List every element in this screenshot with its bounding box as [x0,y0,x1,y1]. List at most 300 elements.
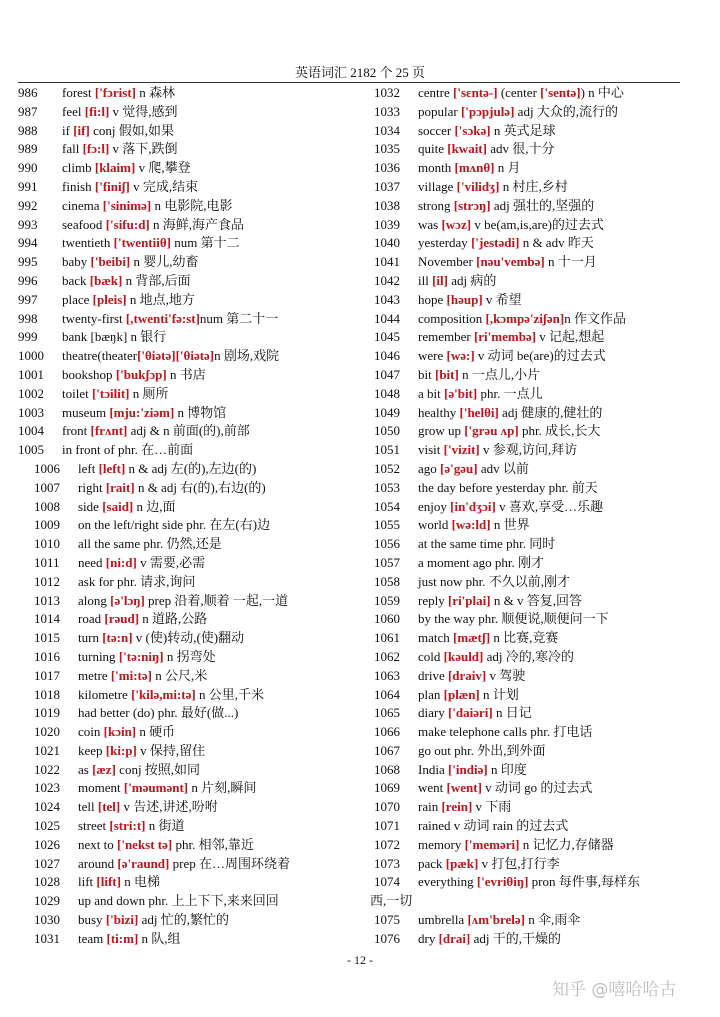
entry-word: side [78,498,103,514]
vocab-entry [374,197,690,216]
entry-word: bookshop [62,366,116,382]
vocab-entry [374,911,690,930]
vocab-entry [374,930,690,949]
vocab-entry [18,347,370,366]
entry-number: 988 [18,122,38,138]
entry-phonetic: [said] [102,498,134,514]
vocab-entry [18,422,370,441]
entry-word: rained v 动词 rain 的过去式 [418,818,569,834]
entry-number: 1001 [18,366,44,382]
entry-meaning: n 海鲜,海产食品 [149,216,245,232]
entry-number: 998 [18,310,38,326]
vocab-entry [374,216,690,235]
entry-number: 1012 [34,573,60,589]
entry-word: went [418,780,447,796]
entry-number: 1074 [374,874,400,890]
entry-number: 1037 [374,178,400,194]
entry-word: at the same time phr. 同时 [418,536,556,552]
entry-phonetic: [ri'membə] [473,329,537,345]
entry-number: 1035 [374,141,400,157]
vocab-entry [18,253,370,272]
entry-meaning: n 伞,雨伞 [525,912,581,928]
entry-word: popular [418,103,461,119]
entry-number: 1072 [374,836,400,852]
entry-number: 1071 [374,818,400,834]
vocab-entry [18,535,370,554]
vocab-entry [374,742,690,761]
entry-meaning: n & adv 昨天 [519,235,594,251]
entry-meaning: prep 沿着,顺着 一起,一道 [144,592,289,608]
vocab-entry [374,422,690,441]
vocab-entry [374,798,690,817]
entry-meaning: v (使)转动,(使)翻动 [132,630,245,646]
vocab-entry [374,516,690,535]
entry-phonetic: [,twenti'fə:st] [125,310,200,326]
entry-phonetic: [həup] [446,291,483,307]
entry-word: lift [78,874,97,890]
vocab-entry [374,460,690,479]
vocab-entry [374,535,690,554]
vocab-entry [18,140,370,159]
entry-word: village [418,178,457,194]
vocab-entry [374,272,690,291]
vocab-entry [18,686,370,705]
entry-phonetic: [tel] [97,799,121,815]
vocab-entry [374,159,690,178]
entry-phonetic: [strɔŋ] [453,197,491,213]
entry-phonetic: [fi:l] [84,103,110,119]
entry-phonetic: ['sɛntə-] [453,85,498,100]
entry-number: 997 [18,291,38,307]
left-column [18,84,370,949]
entry-number: 993 [18,216,38,232]
entry-word: ill [418,272,433,288]
entry-number: 1076 [374,930,400,946]
vocab-entry [18,103,370,122]
entry-word: grow up [418,423,465,439]
vocab-entry [18,573,370,592]
entry-number: 1058 [374,573,400,589]
vocab-entry [374,686,690,705]
entry-number: 1070 [374,799,400,815]
page-number: - 12 - [347,953,373,967]
entry-word: bit [418,366,435,382]
vocab-entry [374,234,690,253]
vocab-entry [18,648,370,667]
entry-meaning: v 驾驶 [486,667,526,683]
entry-meaning: adj 冷的,寒冷的 [483,648,575,664]
entry-phonetic: [ti:m] [106,930,139,946]
entry-phonetic: [kəuld] [443,648,484,664]
entry-phonetic: [lift] [96,874,121,890]
entry-phonetic: ['fɔrist] [94,85,136,100]
vocab-entry [374,291,690,310]
entry-meaning: n 一点儿,小片 [458,366,541,382]
entry-number: 1008 [34,498,60,514]
entry-number: 1050 [374,423,400,439]
entry-word: had better (do) phr. 最好(做...) [78,705,239,721]
vocab-entry [374,441,690,460]
entry-meaning: v 落下,跌倒 [109,141,178,157]
vocab-entry [374,404,690,423]
entry-word: place [62,291,93,307]
entry-word: toilet [62,385,92,401]
entry-phonetic: [kɔin] [103,724,137,740]
vocab-entry [18,723,370,742]
entry-word: left [78,460,99,476]
vocab-entry [18,873,370,892]
vocab-entry [374,103,690,122]
entry-word: cinema [62,197,103,213]
entry-phonetic: [ə'lɔŋ] [110,592,145,608]
entry-meaning: n 英式足球 [490,122,556,138]
entry-number: 1064 [374,686,400,702]
vocab-entry [374,140,690,159]
entry-number: 1041 [374,254,400,270]
entry-number: 1022 [34,761,60,777]
vocab-entry [374,328,690,347]
entry-word: rain [418,799,442,815]
entry-meaning: adv 以前 [477,460,529,476]
entry-word: keep [78,742,106,758]
entry-meaning: adv 很,十分 [486,141,555,157]
vocab-entry [18,404,370,423]
entry-number: 995 [18,254,38,270]
entry-number: 1010 [34,536,60,552]
entry-meaning: n 地点,地方 [126,291,195,307]
entry-word: umbrella [418,912,468,928]
vocab-entry [374,667,690,686]
entry-meaning: v 参观,访问,拜访 [479,442,578,458]
entry-word: composition [418,310,486,326]
entry-number: 986 [18,85,38,100]
entry-meaning: num 第二十一 [199,310,279,326]
entry-meaning: n 厕所 [129,385,169,401]
entry-word: feel [62,103,85,119]
entry-number: 996 [18,272,38,288]
vocab-entry [18,761,370,780]
entry-meaning: v 下雨 [472,799,512,815]
entry-meaning: n 博物馆 [174,404,227,420]
entry-phonetic: ['məumənt] [123,780,189,796]
entry-number: 1023 [34,780,60,796]
entry-meaning: v 记起,想起 [536,329,605,345]
entry-word: hope [418,291,447,307]
entry-phonetic: [mju:'ziəm] [109,404,175,420]
entry-number: 1028 [34,874,60,890]
entry-number: 1060 [374,611,400,627]
entry-meaning: v 觉得,感到 [109,103,178,119]
entry-number: 1065 [374,705,400,721]
entry-word: around [78,855,118,871]
vocab-entry [374,310,690,329]
entry-word: along [78,592,111,608]
entry-word: memory [418,836,465,852]
entry-number: 1025 [34,818,60,834]
entry-phonetic: [mætʃ] [453,630,491,646]
entry-number: 991 [18,178,38,194]
entry-word: visit [418,442,444,458]
entry-number: 1054 [374,498,400,514]
header-rule [18,82,680,83]
entry-number: 1047 [374,366,400,382]
entry-phonetic: ['kilə,mi:tə] [131,686,196,702]
entry-phonetic: [æz] [92,761,116,777]
entry-phonetic: ['twentiiθ] [113,235,171,251]
entry-word: tell [78,799,98,815]
entry-meaning: adj 干的,干燥的 [470,930,562,946]
entry-phonetic: [ri'plai] [447,592,491,608]
entry-number: 1034 [374,122,400,138]
entry-meaning: phr. 成长,长大 [518,423,601,439]
vocab-entry [374,554,690,573]
vocab-entry [374,779,690,798]
vocab-entry [18,742,370,761]
entry-number: 1006 [34,460,60,476]
vocab-entry [18,291,370,310]
entry-number: 1051 [374,442,400,458]
vocab-entry [18,779,370,798]
entry-word: yesterday [418,235,472,251]
vocab-entry [18,328,370,347]
entry-number: 1013 [34,592,60,608]
entry-meaning: v 动词 be(are)的过去式 [474,348,606,364]
vocab-entry [18,592,370,611]
entry-word: fall [62,141,83,157]
entry-phonetic: [rein] [441,799,473,815]
entry-phonetic: [ni:d] [105,554,137,570]
entry-phonetic: ['bukʃɔp] [115,366,167,382]
entry-number: 1063 [374,667,400,683]
entry-meaning: n 月 [494,160,521,176]
entry-phonetic: [went] [446,780,482,796]
vocab-entry [374,648,690,667]
entry-word: ago [418,460,441,476]
entry-phonetic: ['tɔilit] [91,385,130,401]
entry-word: plan [418,686,444,702]
entry-phonetic: [pleis] [92,291,127,307]
entry-phonetic: ['sinimə] [102,197,152,213]
entry-word: match [418,630,454,646]
entry-number: 1021 [34,742,60,758]
entry-meaning: n & adj 右(的),右边(的) [134,479,266,495]
vocab-entry [18,234,370,253]
entry-word: remember [418,329,474,345]
entry-word: turn [78,630,103,646]
entry-meaning: adj 忙的,繁忙的 [138,912,229,928]
entry-number: 1017 [34,667,60,683]
entry-phonetic: [nəu'vembə] [476,254,545,270]
entry-word: November [418,254,477,270]
entry-meaning: phr. 一点儿 [477,385,543,401]
entry-meaning: n 街道 [145,818,185,834]
entry-meaning: n 记忆力,存储器 [519,836,614,852]
vocab-entry [374,836,690,855]
entry-meaning-alt: ) n 中心 [580,85,624,100]
entry-number: 987 [18,103,38,119]
entry-word: kilometre [78,686,132,702]
entry-number: 1052 [374,460,400,476]
entry-phonetic: [pæk] [445,855,479,871]
entry-number: 1003 [18,404,44,420]
entry-word: a moment ago phr. 刚才 [418,554,545,570]
entry-meaning: n 硬币 [136,724,176,740]
entry-meaning: n 十一月 [544,254,597,270]
entry-word: by the way phr. 顺便说,顺便问一下 [418,611,609,627]
entry-phonetic: ['bizi] [105,912,139,928]
entry-word: make telephone calls phr. 打电话 [418,724,593,740]
entry-number: 1038 [374,197,400,213]
entry-number: 1044 [374,310,400,326]
entry-word: enjoy [418,498,451,514]
entry-word: finish [62,178,95,194]
vocab-entry [18,159,370,178]
entry-number: 1048 [374,385,400,401]
entry-meaning: adj 病的 [447,272,497,288]
entry-number: 992 [18,197,38,213]
entry-number: 989 [18,141,38,157]
entry-word: twenty-first [62,310,126,326]
entry-meaning: n 道路,公路 [139,611,208,627]
entry-meaning: v 告述,讲述,吩咐 [120,799,218,815]
entry-meaning: v 完成,结束 [129,178,199,194]
vocab-entry [18,460,370,479]
vocab-entry [374,479,690,498]
vocab-entry [18,122,370,141]
vocab-entry [374,761,690,780]
entry-number: 1020 [34,724,60,740]
entry-phonetic-alt: ['sentə] [540,85,581,100]
vocab-entry [374,122,690,141]
entry-word: forest [62,85,95,100]
vocab-entry [18,911,370,930]
vocab-entry [374,385,690,404]
entry-word: centre [418,85,454,100]
entry-phonetic: [ə'bit] [444,385,478,401]
watermark: 知乎 @嘻哈哈古 [552,980,677,1000]
entry-phonetic: [fɔ:l] [82,141,110,157]
vocab-entry [18,892,370,911]
entry-number: 1056 [374,536,400,552]
entry-phonetic: ['jestədi] [471,235,520,251]
entry-phonetic: ['finiʃ] [94,178,130,194]
entry-meaning: n 片刻,瞬间 [188,780,257,796]
entry-phonetic: ['indiə] [447,761,488,777]
entry-word: front [62,423,91,439]
entry-word: reply [418,592,448,608]
entry-meaning: conj 按照,如同 [115,761,201,777]
entry-word: ask for phr. 请求,询问 [78,573,196,589]
entry-phonetic: ['sifu:d] [105,216,150,232]
vocab-entry [18,930,370,949]
entry-number: 1036 [374,160,400,176]
entry-phonetic: [rəud] [104,611,140,627]
entry-number: 990 [18,160,38,176]
entry-word: was [418,216,442,232]
entry-word: seafood [62,216,106,232]
entry-meaning: n 边,面 [133,498,176,514]
entry-phonetic: [,kɔmpə'ziʃən] [485,310,565,326]
entry-phonetic: [bit] [434,366,459,382]
vocab-entry [18,836,370,855]
vocab-entry [18,385,370,404]
entry-meaning: adj 健康的,健壮的 [498,404,603,420]
entry-number: 1055 [374,517,400,533]
entry-number: 1007 [34,479,60,495]
entry-word: theatre(theater [62,348,138,364]
vocab-entry [18,798,370,817]
entry-meaning: (center [497,85,541,100]
vocab-entry [18,366,370,385]
entry-word: team [78,930,107,946]
entry-word: twentieth [62,235,114,251]
entry-meaning: n 计划 [479,686,519,702]
entry-number: 999 [18,329,38,345]
vocab-entry [374,366,690,385]
entry-word: as [78,761,93,777]
entry-number: 1031 [34,930,60,946]
entry-meaning: n 印度 [487,761,527,777]
vocab-entry [18,479,370,498]
entry-meaning: n & adj 左(的),左边(的) [125,460,257,476]
vocab-entry [18,178,370,197]
page-header: 英语词汇 2182 个 25 页 [294,65,425,80]
entry-meaning: v 爬,攀登 [135,160,191,176]
entry-continuation: 西,一切 [370,893,413,909]
entry-meaning: n 电影院,电影 [151,197,233,213]
vocab-entry [18,441,370,460]
entry-phonetic: [il] [432,272,448,288]
entry-number: 1018 [34,686,60,702]
entry-meaning: pron 每件事,每样东 [528,874,640,890]
entry-meaning: n 拐弯处 [163,648,216,664]
entry-meaning: n 公里,千米 [195,686,264,702]
vocab-entry [374,855,690,874]
entry-word: month [418,160,455,176]
entry-number: 1068 [374,761,400,777]
vocab-entry [374,873,690,892]
entry-number: 1015 [34,630,60,646]
entry-number: 1059 [374,592,400,608]
entry-number: 1009 [34,517,60,533]
entry-word: drive [418,667,448,683]
entry-phonetic: [wɔz] [441,216,472,232]
entry-phonetic: [ʌm'brelə] [467,912,525,928]
entry-phonetic: ['mi:tə] [110,667,152,683]
entry-number: 1014 [34,611,60,627]
entry-phonetic: ['nekst tə] [117,836,173,852]
entry-meaning: v 保持,留住 [136,742,206,758]
entry-phonetic: [frʌnt] [90,423,128,439]
vocab-entry [374,610,690,629]
entry-phonetic: [drai] [438,930,471,946]
entry-phonetic: [tə:n] [102,630,133,646]
entry-word: bank [bæŋk] n 银行 [62,329,167,345]
vocab-entry [374,573,690,592]
entry-number: 1046 [374,348,400,364]
entry-meaning: n & v 答复,回答 [490,592,582,608]
entry-phonetic: ['evriθiŋ] [476,874,529,890]
vocab-entry [18,704,370,723]
entry-word: just now phr. 不久以前,刚才 [418,573,571,589]
entry-number: 1062 [374,648,400,664]
entry-meaning: n 比赛,竞赛 [490,630,559,646]
entry-number: 1026 [34,836,60,852]
entry-meaning: v 需要,必需 [136,554,206,570]
entry-word: climb [62,160,95,176]
entry-phonetic: [in'dʒɔi] [450,498,496,514]
entry-meaning: prep 在…周围环绕着 [169,855,290,871]
